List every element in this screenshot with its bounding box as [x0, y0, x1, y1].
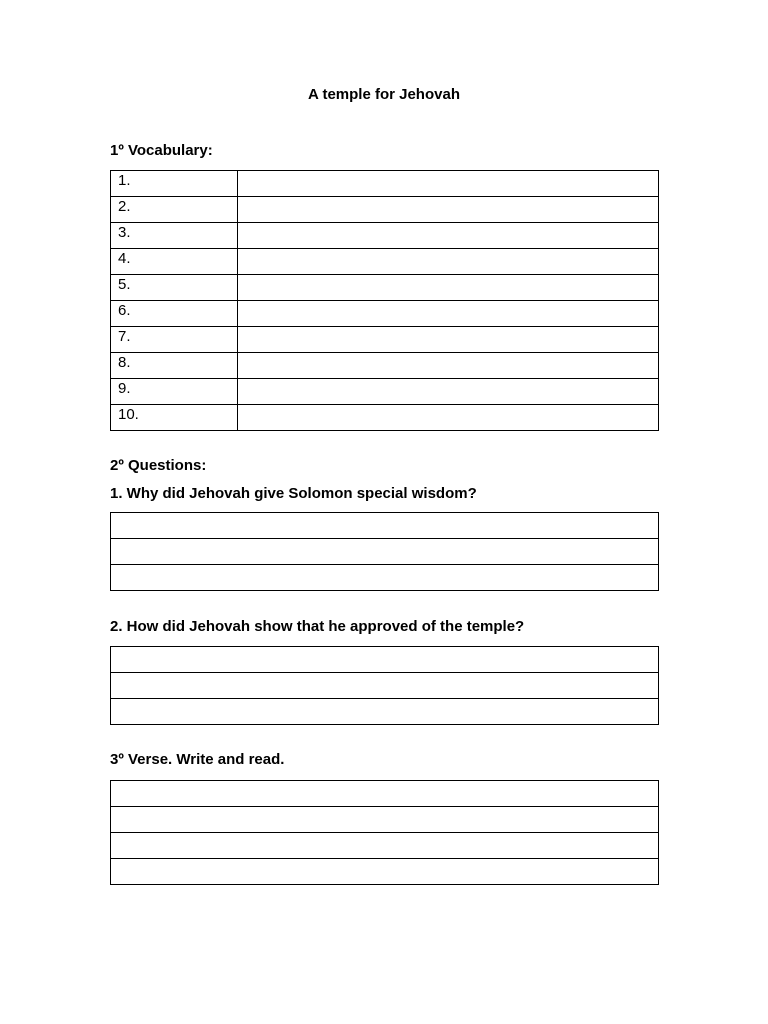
vocabulary-number: 4.	[111, 249, 238, 275]
vocabulary-table	[110, 170, 659, 431]
vocabulary-number: 8.	[111, 353, 238, 379]
questions-heading: 2º Questions:	[110, 457, 207, 474]
verse-line	[111, 833, 659, 859]
vocabulary-number: 1.	[111, 171, 238, 197]
vocabulary-definition-cell[interactable]	[238, 301, 659, 327]
answer-line-cell[interactable]	[111, 513, 659, 539]
vocabulary-number: 7.	[111, 327, 238, 353]
vocabulary-number: 9.	[111, 379, 238, 405]
vocabulary-definition-cell[interactable]	[238, 223, 659, 249]
vocabulary-definition-cell[interactable]	[238, 249, 659, 275]
vocabulary-definition-cell[interactable]	[238, 275, 659, 301]
vocabulary-definition-cell[interactable]	[238, 379, 659, 405]
vocabulary-definition-cell[interactable]	[238, 171, 659, 197]
answer-line	[111, 673, 659, 699]
verse-line-cell[interactable]	[111, 859, 659, 885]
verse-line	[111, 781, 659, 807]
verse-line	[111, 807, 659, 833]
verse-line	[111, 859, 659, 885]
vocabulary-number: 6.	[111, 301, 238, 327]
vocabulary-number: 10.	[111, 405, 238, 431]
question-1-answer-lines	[110, 512, 659, 591]
answer-line-cell[interactable]	[111, 699, 659, 725]
answer-line	[111, 699, 659, 725]
answer-line	[111, 513, 659, 539]
page-title: A temple for Jehovah	[308, 86, 460, 103]
answer-line-cell[interactable]	[111, 673, 659, 699]
vocabulary-row	[111, 275, 659, 301]
vocabulary-heading: 1º Vocabulary:	[110, 142, 213, 159]
answer-line	[111, 539, 659, 565]
verse-heading: 3º Verse. Write and read.	[110, 751, 285, 768]
vocabulary-definition-cell[interactable]	[238, 405, 659, 431]
question-1-text: 1. Why did Jehovah give Solomon special wisdom?	[110, 485, 477, 502]
answer-line-cell[interactable]	[111, 565, 659, 591]
vocabulary-row	[111, 353, 659, 379]
answer-line	[111, 565, 659, 591]
vocabulary-number: 2.	[111, 197, 238, 223]
answer-line-cell[interactable]	[111, 539, 659, 565]
vocabulary-row	[111, 197, 659, 223]
vocabulary-row	[111, 379, 659, 405]
vocabulary-row	[111, 223, 659, 249]
vocabulary-definition-cell[interactable]	[238, 197, 659, 223]
vocabulary-row	[111, 301, 659, 327]
answer-line	[111, 647, 659, 673]
vocabulary-definition-cell[interactable]	[238, 353, 659, 379]
question-2-answer-lines	[110, 646, 659, 725]
vocabulary-row	[111, 405, 659, 431]
answer-line-cell[interactable]	[111, 647, 659, 673]
verse-line-cell[interactable]	[111, 781, 659, 807]
question-2-text: 2. How did Jehovah show that he approved of the temple?	[110, 618, 525, 635]
vocabulary-row	[111, 249, 659, 275]
vocabulary-row	[111, 171, 659, 197]
vocabulary-row	[111, 327, 659, 353]
verse-writing-lines	[110, 780, 659, 885]
vocabulary-number: 5.	[111, 275, 238, 301]
vocabulary-definition-cell[interactable]	[238, 327, 659, 353]
verse-line-cell[interactable]	[111, 807, 659, 833]
verse-line-cell[interactable]	[111, 833, 659, 859]
vocabulary-number: 3.	[111, 223, 238, 249]
